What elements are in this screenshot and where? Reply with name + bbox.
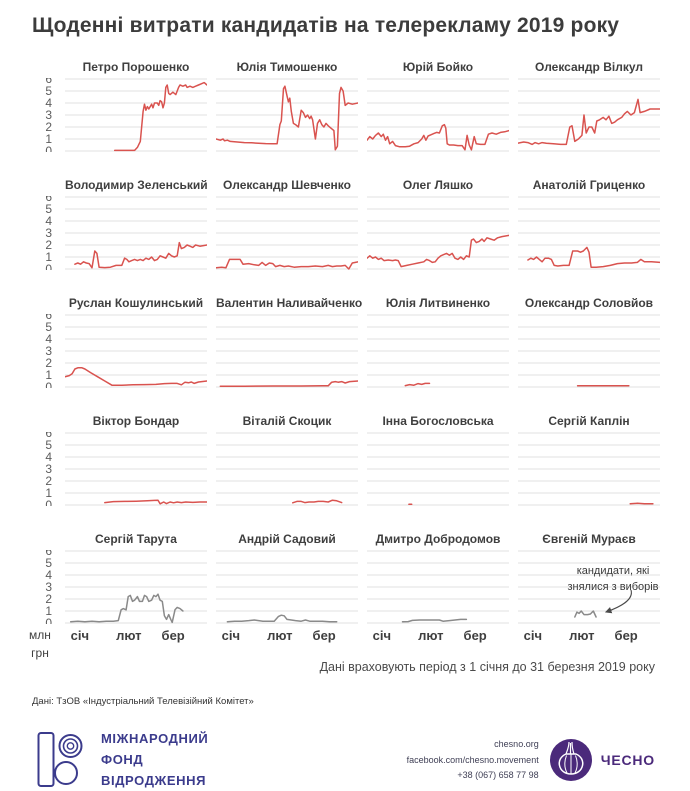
svg-text:1: 1 bbox=[45, 604, 52, 618]
chart-cell bbox=[518, 178, 660, 275]
candidate-name: Олександр Шевченко bbox=[223, 178, 351, 192]
chesno-garlic-icon bbox=[549, 738, 593, 782]
svg-text:1: 1 bbox=[45, 250, 52, 264]
sparkline-chart bbox=[65, 550, 207, 624]
candidate-name: Юрій Бойко bbox=[402, 60, 474, 74]
svg-text:5: 5 bbox=[45, 556, 52, 570]
svg-text:3: 3 bbox=[45, 462, 52, 476]
svg-text:6: 6 bbox=[45, 78, 52, 86]
sparkline-series bbox=[115, 83, 207, 151]
irf-logo-block bbox=[37, 729, 208, 791]
svg-text:0: 0 bbox=[45, 262, 52, 270]
chart-cell bbox=[65, 532, 207, 646]
svg-text:2: 2 bbox=[45, 356, 52, 370]
chart-cell bbox=[367, 414, 509, 511]
chart-cell bbox=[367, 60, 509, 157]
sparkline-chart bbox=[367, 314, 509, 388]
chart-cell bbox=[518, 296, 660, 393]
source-note: Дані: ТзОВ «Індустріальний Телевізійний Комітет» bbox=[32, 696, 254, 707]
irf-logo-icon bbox=[37, 731, 89, 789]
sparkline-series bbox=[405, 383, 429, 385]
y-axis-labels bbox=[32, 296, 56, 393]
chart-cell bbox=[216, 178, 358, 275]
chart-row bbox=[32, 60, 678, 157]
svg-text:1: 1 bbox=[45, 132, 52, 146]
chart-row bbox=[32, 178, 678, 275]
sparkline-series bbox=[220, 381, 358, 386]
sparkline-series bbox=[367, 235, 509, 266]
sparkline-chart bbox=[216, 314, 358, 388]
sparkline-series bbox=[518, 99, 660, 144]
candidate-name: Юлія Тимошенко bbox=[236, 60, 338, 74]
sparkline-series bbox=[293, 500, 342, 503]
chart-row bbox=[32, 296, 678, 393]
svg-text:4: 4 bbox=[45, 96, 52, 110]
contact-facebook: facebook.com/chesno.movement bbox=[406, 754, 539, 765]
svg-text:2: 2 bbox=[45, 474, 52, 488]
candidate-name: Андрій Садовий bbox=[238, 532, 336, 546]
sparkline-series bbox=[65, 368, 207, 385]
sparkline-series bbox=[71, 594, 183, 622]
chart-cell bbox=[216, 296, 363, 393]
x-axis-labels: січ лют бер bbox=[372, 628, 487, 643]
chart-cell bbox=[518, 532, 660, 646]
sparkline-chart bbox=[216, 550, 358, 624]
sparkline-chart bbox=[518, 432, 660, 506]
axis-unit-label: млн грн bbox=[29, 628, 51, 660]
candidate-name: Олег Ляшко bbox=[402, 178, 474, 192]
sparkline-series bbox=[75, 243, 207, 268]
sparkline-series bbox=[630, 503, 653, 504]
chart-cell bbox=[65, 414, 207, 511]
candidate-name: Сергій Каплін bbox=[548, 414, 630, 428]
sparkline-chart bbox=[216, 78, 358, 152]
candidate-name: Олександр Соловйов bbox=[524, 296, 654, 310]
sparkline-series bbox=[227, 615, 336, 622]
sparkline-chart bbox=[518, 314, 660, 388]
x-axis-labels: січ лют бер bbox=[221, 628, 336, 643]
sparkline-chart bbox=[518, 78, 660, 152]
svg-text:5: 5 bbox=[45, 438, 52, 452]
sparkline-chart bbox=[518, 196, 660, 270]
candidate-name: Валентин Наливайченко bbox=[216, 296, 363, 310]
chart-cell bbox=[65, 296, 207, 393]
candidate-name: Дмитро Добродомов bbox=[375, 532, 501, 546]
svg-text:4: 4 bbox=[45, 214, 52, 228]
svg-text:4: 4 bbox=[45, 450, 52, 464]
candidate-name: Віталій Скоцик bbox=[242, 414, 332, 428]
svg-text:1: 1 bbox=[45, 368, 52, 382]
svg-text:0: 0 bbox=[45, 498, 52, 506]
svg-text:6: 6 bbox=[45, 196, 52, 204]
page-title: Щоденні витрати кандидатів на телерекламу 2019 року bbox=[32, 14, 620, 37]
candidate-name: Сергій Тарута bbox=[95, 532, 177, 546]
chesno-logo-block bbox=[549, 738, 655, 782]
svg-text:2: 2 bbox=[45, 120, 52, 134]
svg-text:0: 0 bbox=[45, 144, 52, 152]
chart-cell bbox=[367, 296, 509, 393]
candidate-name: Петро Порошенко bbox=[82, 60, 190, 74]
sparkline-series bbox=[105, 500, 207, 504]
svg-text:2: 2 bbox=[45, 238, 52, 252]
sparkline-series bbox=[575, 611, 596, 617]
contacts bbox=[407, 737, 539, 783]
contact-website: chesno.org bbox=[494, 739, 539, 750]
sparkline-chart bbox=[367, 432, 509, 506]
svg-text:3: 3 bbox=[45, 108, 52, 122]
withdrawn-annotation: кандидати, які знялися з виборів bbox=[567, 565, 659, 593]
svg-text:6: 6 bbox=[45, 432, 52, 440]
svg-text:5: 5 bbox=[45, 320, 52, 334]
chart-row bbox=[32, 414, 678, 511]
y-axis-labels bbox=[32, 414, 56, 511]
charts-grid bbox=[29, 60, 678, 660]
chart-cell bbox=[65, 60, 207, 157]
y-axis-labels bbox=[32, 178, 56, 275]
sparkline-chart bbox=[65, 78, 207, 152]
svg-text:6: 6 bbox=[45, 550, 52, 558]
chart-cell bbox=[216, 60, 358, 157]
sparkline-series bbox=[367, 125, 509, 150]
footer bbox=[32, 729, 678, 791]
sparkline-series bbox=[216, 86, 358, 150]
chart-cell bbox=[65, 178, 207, 275]
sparkline-chart bbox=[216, 432, 358, 506]
chart-row bbox=[29, 532, 678, 660]
sparkline-series bbox=[403, 619, 467, 621]
svg-text:6: 6 bbox=[45, 314, 52, 322]
svg-text:3: 3 bbox=[45, 226, 52, 240]
sparkline-chart bbox=[367, 196, 509, 270]
svg-text:2: 2 bbox=[45, 592, 52, 606]
svg-text:5: 5 bbox=[45, 84, 52, 98]
period-note: Дані враховують період з 1 січня до 31 березня 2019 року bbox=[319, 660, 655, 674]
sparkline-chart bbox=[367, 550, 509, 624]
svg-text:0: 0 bbox=[45, 380, 52, 388]
x-axis-labels: січ лют бер bbox=[70, 628, 185, 643]
x-axis-labels: січ лют бер bbox=[523, 628, 638, 643]
candidate-name: Анатолій Гриценко bbox=[532, 178, 646, 192]
irf-text: МІЖНАРОДНИЙ ФОНД ВІДРОДЖЕННЯ bbox=[101, 731, 209, 788]
chesno-wordmark: ЧЕСНО bbox=[600, 752, 655, 769]
sparkline-chart bbox=[65, 196, 207, 270]
svg-text:4: 4 bbox=[45, 332, 52, 346]
y-axis-labels bbox=[32, 60, 56, 157]
sparkline-chart bbox=[367, 78, 509, 152]
sparkline-series bbox=[216, 259, 358, 269]
candidate-name: Руслан Кошулинський bbox=[68, 296, 204, 310]
chart-cell bbox=[216, 532, 358, 646]
svg-text:1: 1 bbox=[45, 486, 52, 500]
chart-cell bbox=[367, 532, 509, 646]
chart-cell bbox=[367, 178, 509, 275]
y-axis-labels bbox=[29, 532, 56, 660]
sparkline-chart bbox=[216, 196, 358, 270]
chart-cell bbox=[518, 414, 660, 511]
svg-text:4: 4 bbox=[45, 568, 52, 582]
candidate-name: Олександр Вілкул bbox=[535, 60, 643, 74]
contact-phone: +38 (067) 658 77 98 bbox=[457, 769, 539, 780]
candidate-name: Віктор Бондар bbox=[92, 414, 180, 428]
svg-text:3: 3 bbox=[45, 580, 52, 594]
svg-text:3: 3 bbox=[45, 344, 52, 358]
svg-text:5: 5 bbox=[45, 202, 52, 216]
sparkline-chart bbox=[65, 432, 207, 506]
chart-cell bbox=[518, 60, 660, 157]
chart-cell bbox=[216, 414, 358, 511]
candidate-name: Володимир Зеленський bbox=[65, 178, 208, 192]
candidate-name: Євгеній Мураєв bbox=[542, 532, 636, 546]
candidate-name: Юлія Литвиненко bbox=[385, 296, 491, 310]
candidate-name: Інна Богословська bbox=[382, 414, 494, 428]
svg-text:0: 0 bbox=[45, 616, 52, 624]
sparkline-chart bbox=[65, 314, 207, 388]
